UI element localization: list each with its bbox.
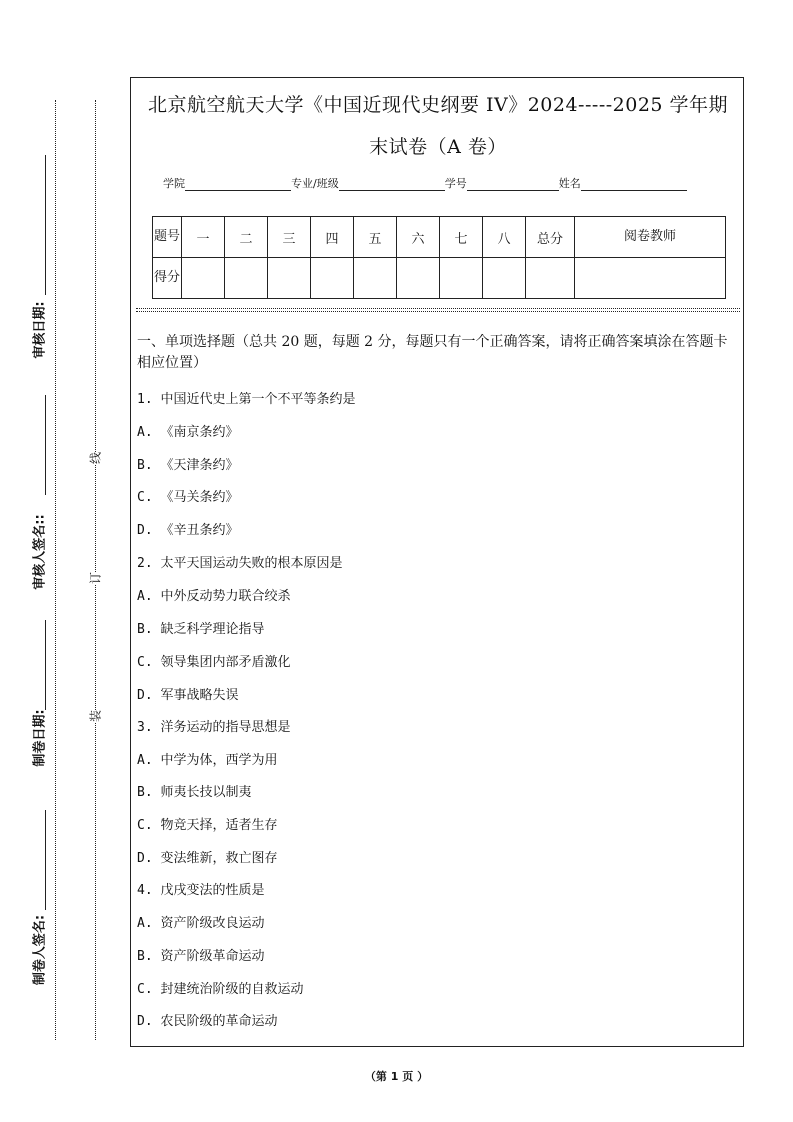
option-item: D. 军事战略失误 xyxy=(137,688,239,703)
score-cell[interactable] xyxy=(182,258,225,299)
column-1: 一 xyxy=(182,217,225,258)
column-5: 五 xyxy=(354,217,397,258)
binding-word-line: 线 xyxy=(85,452,106,464)
score-cell-total[interactable] xyxy=(526,258,575,299)
question-stem: 1. 中国近代史上第一个不平等条约是 xyxy=(137,392,356,407)
column-2: 二 xyxy=(225,217,268,258)
prepare-date-line xyxy=(45,620,46,710)
option-item: B. 《天津条约》 xyxy=(137,458,239,473)
review-date-line xyxy=(45,155,46,295)
column-7: 七 xyxy=(440,217,483,258)
question-stem: 2. 太平天国运动失败的根本原因是 xyxy=(137,556,343,571)
name-field[interactable] xyxy=(581,178,687,191)
score-cell-grader[interactable] xyxy=(575,258,726,299)
option-item: B. 师夷长技以制夷 xyxy=(137,785,252,800)
exam-title-line1: 北京航空航天大学《中国近现代史纲要 IV》2024-----2025 学年期 xyxy=(147,94,729,116)
reviewer-signature-line xyxy=(45,395,46,495)
option-item: A. 中外反动势力联合绞杀 xyxy=(137,589,291,604)
score-table xyxy=(152,216,726,299)
option-item: A. 中学为体，西学为用 xyxy=(137,753,278,768)
option-item: B. 缺乏科学理论指导 xyxy=(137,622,265,637)
option-item: D. 农民阶级的革命运动 xyxy=(137,1014,278,1029)
option-item: C. 物竞天择，适者生存 xyxy=(137,818,278,833)
question-stem: 4. 戊戌变法的性质是 xyxy=(137,883,265,898)
review-date-label: 审核日期: xyxy=(32,301,48,359)
column-6: 六 xyxy=(397,217,440,258)
margin-dotted-line-outer xyxy=(55,100,56,1040)
score-cell[interactable] xyxy=(311,258,354,299)
column-total: 总分 xyxy=(526,217,575,258)
score-cell[interactable] xyxy=(225,258,268,299)
student-id-label: 学号 xyxy=(444,177,467,190)
section-heading: 一、单项选择题（总共 20 题，每题 2 分，每题只有一个正确答案，请将正确答案填涂在答题卡相应位置） xyxy=(137,334,728,371)
question-stem: 3. 洋务运动的指导思想是 xyxy=(137,720,291,735)
column-4: 四 xyxy=(311,217,354,258)
column-8: 八 xyxy=(483,217,526,258)
page-number: （第 1 页 ） xyxy=(364,1070,429,1083)
option-item: C. 封建统治阶级的自救运动 xyxy=(137,982,304,997)
exam-title-line2: 末试卷（A 卷） xyxy=(369,136,507,158)
score-cell[interactable] xyxy=(440,258,483,299)
binding-word-bind: 装 xyxy=(85,710,106,722)
question-number-label: 题号 xyxy=(153,217,182,258)
college-field[interactable] xyxy=(185,178,291,191)
score-cell[interactable] xyxy=(397,258,440,299)
margin-dotted-line-inner xyxy=(95,100,96,1040)
binding-word-staple: 订 xyxy=(85,572,106,584)
score-table-score-row xyxy=(153,258,726,299)
option-item: C. 《马关条约》 xyxy=(137,490,239,505)
score-label: 得分 xyxy=(153,258,182,299)
column-3: 三 xyxy=(268,217,311,258)
major-class-field[interactable] xyxy=(339,178,445,191)
preparer-signature-label: 制卷人签名: xyxy=(32,914,48,986)
prepare-date-label: 制卷日期: xyxy=(32,709,48,767)
section-separator xyxy=(136,308,740,312)
preparer-signature-line xyxy=(45,810,46,910)
option-item: A. 《南京条约》 xyxy=(137,425,239,440)
score-cell[interactable] xyxy=(483,258,526,299)
exam-frame xyxy=(130,77,744,1047)
option-item: A. 资产阶级改良运动 xyxy=(137,916,265,931)
score-table-header-row xyxy=(153,217,726,258)
college-label: 学院 xyxy=(163,177,185,190)
student-info-row xyxy=(163,175,687,191)
score-cell[interactable] xyxy=(268,258,311,299)
major-class-label: 专业/班级 xyxy=(291,177,339,190)
option-item: D. 《辛丑条约》 xyxy=(137,523,239,538)
name-label: 姓名 xyxy=(558,177,581,190)
reviewer-signature-label: 审核人签名:: xyxy=(32,514,48,590)
option-item: B. 资产阶级革命运动 xyxy=(137,949,265,964)
option-item: C. 领导集团内部矛盾激化 xyxy=(137,655,291,670)
option-item: D. 变法维新，救亡图存 xyxy=(137,851,278,866)
score-cell[interactable] xyxy=(354,258,397,299)
column-grader: 阅卷教师 xyxy=(575,217,726,258)
student-id-field[interactable] xyxy=(467,178,559,191)
